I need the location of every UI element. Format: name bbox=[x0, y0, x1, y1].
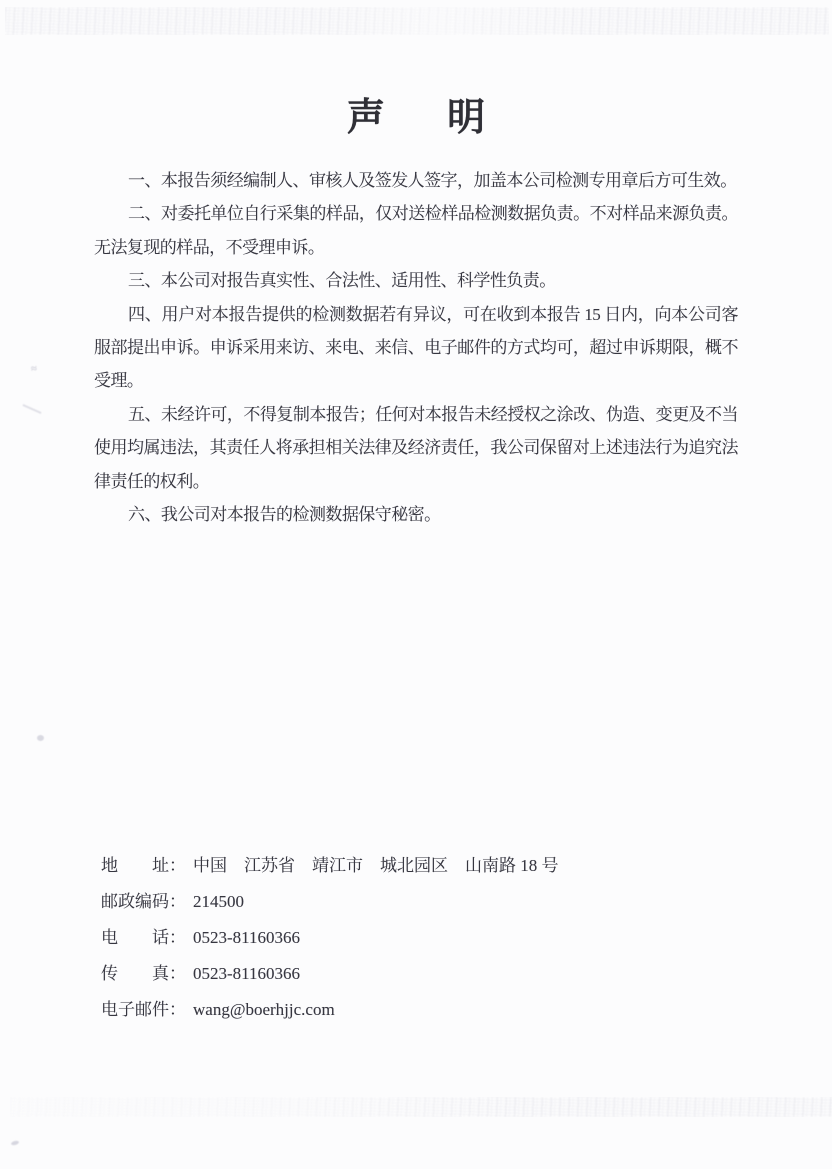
scan-speck bbox=[37, 735, 44, 741]
fax-value: 0523-81160366 bbox=[193, 964, 301, 983]
declaration-paragraph-5: 五、未经许可，不得复制本报告；任何对本报告未经授权之涂改、伪造、变更及不当使用均属违法，其责任人将承担相关法律及经济责任，我公司保留对上述违法行为追究法律责任的权利。 bbox=[94, 404, 738, 491]
page-title: 声 明 bbox=[346, 97, 498, 139]
declaration-paragraph-1: 一、本报告须经编制人、审核人及签发人签字，加盖本公司检测专用章后方可生效。 bbox=[128, 171, 737, 190]
email-value: wang@boerhjjc.com bbox=[193, 1000, 335, 1019]
top-scan-noise bbox=[5, 7, 829, 35]
fax-label: 传 真： bbox=[101, 964, 186, 983]
scan-speck bbox=[11, 1140, 20, 1146]
declaration-paragraph-4: 四、用户对本报告提供的检测数据若有异议，可在收到本报告 15 日内，向本公司客服部提出申诉。申诉采用来访、来电、来信、电子邮件的方式均可，超过申诉期限，概不受理。 bbox=[94, 304, 738, 391]
address-label: 地 址： bbox=[101, 856, 186, 875]
phone-label: 电 话： bbox=[101, 928, 186, 947]
address-value: 中国 江苏省 靖江市 城北园区 山南路 18 号 bbox=[193, 856, 559, 875]
scan-speck: ≈ bbox=[30, 362, 38, 376]
scan-speck bbox=[22, 404, 41, 414]
declaration-paragraph-2: 二、对委托单位自行采集的样品，仅对送检样品检测数据负责。不对样品来源负责。无法复现的样品，不受理申诉。 bbox=[94, 204, 738, 257]
contact-row-address bbox=[101, 848, 721, 884]
postcode-label: 邮政编码： bbox=[101, 892, 186, 911]
declaration-paragraph-6: 六、我公司对本报告的检测数据保守秘密。 bbox=[128, 505, 441, 525]
declaration-body bbox=[94, 164, 738, 531]
contact-row-email bbox=[101, 992, 721, 1028]
contact-row-fax bbox=[101, 956, 721, 992]
contact-row-postcode bbox=[101, 884, 721, 920]
postcode-value: 214500 bbox=[193, 892, 244, 911]
email-label: 电子邮件： bbox=[101, 1000, 186, 1019]
phone-value: 0523-81160366 bbox=[193, 928, 301, 947]
contact-row-phone bbox=[101, 920, 721, 956]
declaration-paragraph-3: 三、本公司对报告真实性、合法性、适用性、科学性负责。 bbox=[128, 271, 556, 291]
contact-info bbox=[101, 848, 721, 1028]
bottom-scan-noise bbox=[10, 1097, 832, 1117]
